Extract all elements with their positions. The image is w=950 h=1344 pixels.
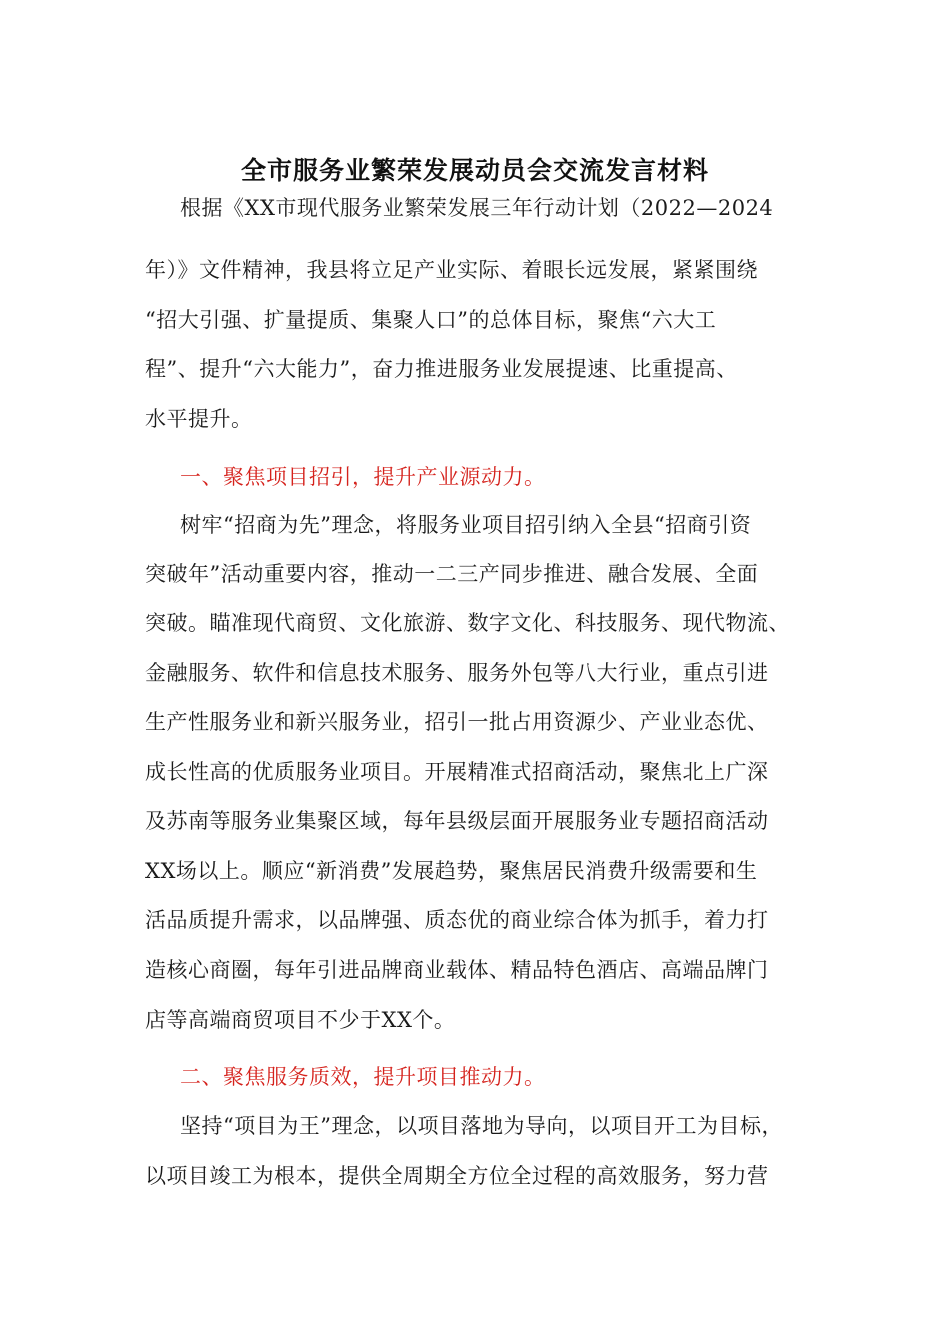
paragraph-line: XX场以上。顺应“新消费”发展趋势，聚焦居民消费升级需要和生 (145, 859, 758, 883)
paragraph-line: 及苏南等服务业集聚区域，每年县级层面开展服务业专题招商活动 (145, 809, 769, 833)
paragraph-line: 年）》文件精神，我县将立足产业实际、着眼长远发展，紧紧围绕 (145, 258, 758, 282)
paragraph-line: 店等高端商贸项目不少于XX个。 (145, 1008, 456, 1032)
paragraph-line: 成长性高的优质服务业项目。开展精准式招商活动，聚焦北上广深 (145, 760, 769, 784)
paragraph-line: 以项目竣工为根本，提供全周期全方位全过程的高效服务，努力营 (145, 1164, 769, 1188)
paragraph-line: 活品质提升需求，以品牌强、质态优的商业综合体为抓手，着力打 (145, 908, 769, 932)
paragraph-line: 树牢“招商为先”理念，将服务业项目招引纳入全县“招商引资 (180, 513, 752, 537)
paragraph-line: 造核心商圈，每年引进品牌商业载体、精品特色酒店、高端品牌门 (145, 958, 769, 982)
section-heading: 一、聚焦项目招引，提升产业源动力。 (180, 465, 546, 489)
paragraph-line: 突破年”活动重要内容，推动一二三产同步推进、融合发展、全面 (145, 562, 759, 586)
paragraph-line: “招大引强、扩量提质、集聚人口”的总体目标，聚焦“六大工 (145, 308, 717, 332)
paragraph-line: 根据《XX市现代服务业繁荣发展三年行动计划（2022—2024 (180, 196, 774, 220)
paragraph-line: 金融服务、软件和信息技术服务、服务外包等八大行业，重点引进 (145, 661, 769, 685)
paragraph-line: 坚持“项目为王”理念，以项目落地为导向，以项目开工为目标， (180, 1114, 783, 1138)
paragraph-line: 水平提升。 (145, 407, 253, 431)
document-title: 全市服务业繁荣发展动员会交流发言材料 (240, 156, 709, 185)
section-heading: 二、聚焦服务质效，提升项目推动力。 (180, 1065, 546, 1089)
paragraph-line: 程”、提升“六大能力”，奋力推进服务业发展提速、比重提高、 (145, 357, 738, 381)
paragraph-line: 生产性服务业和新兴服务业，招引一批占用资源少、产业业态优、 (145, 710, 769, 734)
paragraph-line: 突破。瞄准现代商贸、文化旅游、数字文化、科技服务、现代物流、 (145, 611, 790, 635)
